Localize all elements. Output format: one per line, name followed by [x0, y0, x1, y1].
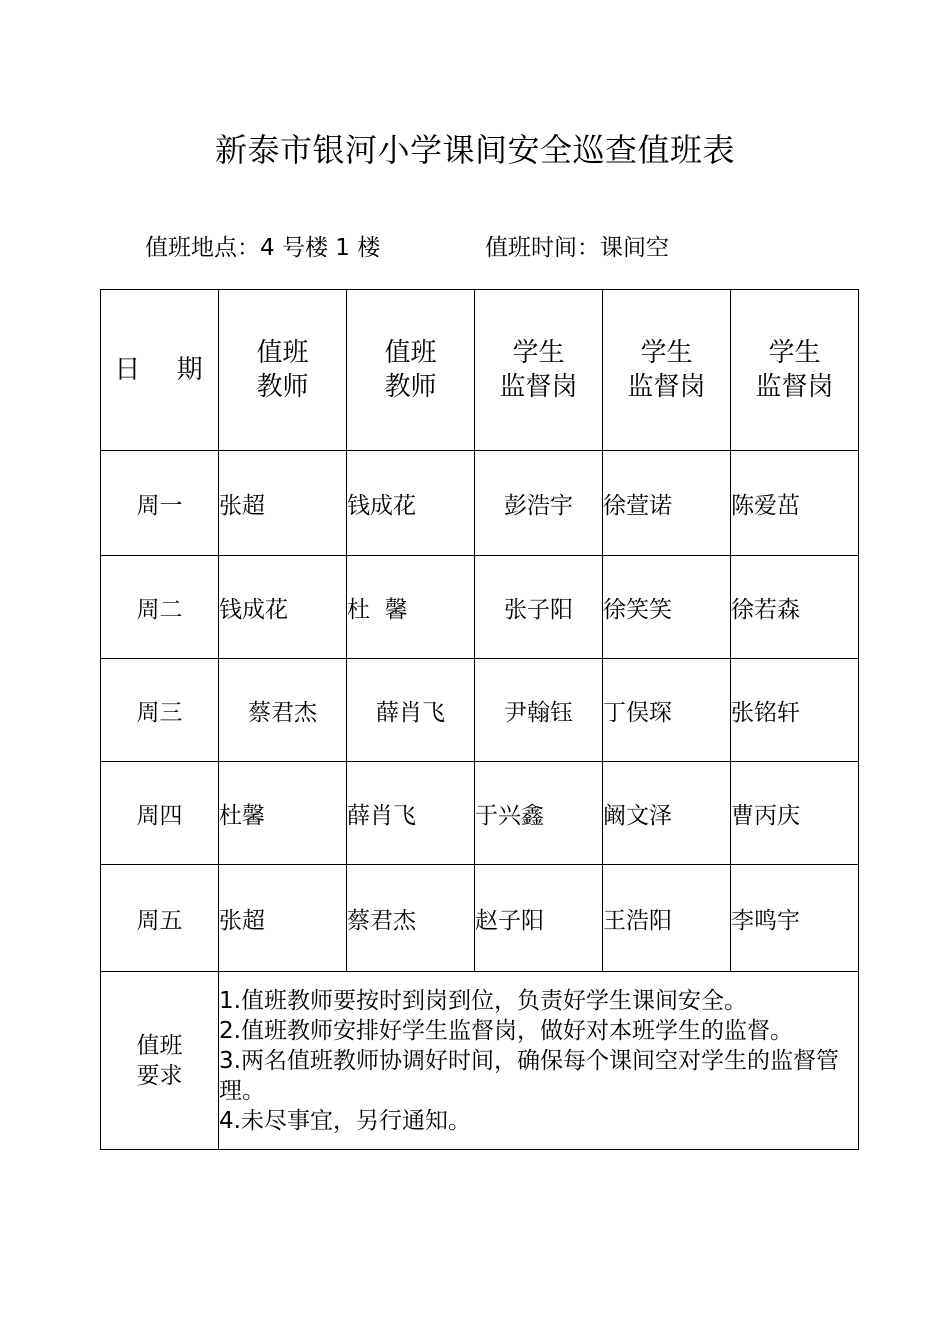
requirements-label: [101, 972, 219, 1150]
table-row: [101, 556, 859, 659]
teacher-cell: 钱成花: [219, 556, 347, 659]
header-line: 监督岗: [627, 372, 706, 402]
header-line: 教师: [256, 372, 309, 402]
student-cell: 张子阳: [475, 556, 603, 659]
page-title: 新泰市银河小学课间安全巡查值班表: [214, 131, 735, 169]
student-cell: 徐若森: [731, 556, 859, 659]
header-line: 值班: [256, 338, 309, 368]
day-cell: 周一: [101, 451, 219, 556]
header-teacher-2: [347, 290, 475, 451]
day-cell: 周四: [101, 762, 219, 865]
teacher-cell: 张超: [219, 865, 347, 972]
day-cell: 周三: [101, 659, 219, 762]
student-cell: 王浩阳: [603, 865, 731, 972]
teacher-cell: 薛肖飞: [347, 659, 475, 762]
table-row: [101, 659, 859, 762]
header-line: 监督岗: [499, 372, 578, 402]
header-line: 学生: [640, 338, 693, 368]
header-student-1: [475, 290, 603, 451]
student-cell: 赵子阳: [475, 865, 603, 972]
student-cell: 彭浩宇: [475, 451, 603, 556]
day-cell: 周二: [101, 556, 219, 659]
header-line: 学生: [768, 338, 821, 368]
requirement-item: 4.未尽事宜，另行通知。: [219, 1107, 471, 1134]
header-student-2: [603, 290, 731, 451]
header-date: 日 期: [101, 290, 219, 451]
student-cell: 阚文泽: [603, 762, 731, 865]
student-cell: 丁俣琛: [603, 659, 731, 762]
table-row: [101, 762, 859, 865]
table-header-row: [101, 290, 859, 451]
student-cell: 张铭轩: [731, 659, 859, 762]
teacher-cell: 蔡君杰: [219, 659, 347, 762]
teacher-cell: 钱成花: [347, 451, 475, 556]
requirements-label-line: 要求: [136, 1062, 183, 1089]
header-line: 学生: [512, 338, 565, 368]
table-row: [101, 451, 859, 556]
teacher-cell: 杜馨: [219, 762, 347, 865]
header-student-3: [731, 290, 859, 451]
student-cell: 徐笑笑: [603, 556, 731, 659]
student-cell: 曹丙庆: [731, 762, 859, 865]
duty-time: 值班时间：课间空: [485, 235, 669, 261]
student-cell: 徐萱诺: [603, 451, 731, 556]
header-line: 教师: [384, 372, 437, 402]
student-cell: 李鸣宇: [731, 865, 859, 972]
requirements-row: [101, 972, 859, 1150]
teacher-cell: 张超: [219, 451, 347, 556]
requirement-item: 2.值班教师安排好学生监督岗，做好对本班学生的监督。: [219, 1017, 793, 1044]
teacher-cell: 杜 馨: [347, 556, 475, 659]
student-cell: 尹翰钰: [475, 659, 603, 762]
header-line: 监督岗: [755, 372, 834, 402]
teacher-cell: 薛肖飞: [347, 762, 475, 865]
requirement-item: 3.两名值班教师协调好时间，确保每个课间空对学生的监督管理。: [219, 1047, 839, 1104]
duty-location: 值班地点：4 号楼 1 楼: [145, 235, 381, 261]
header-line: 值班: [384, 338, 437, 368]
requirements-label-line: 值班: [136, 1032, 183, 1059]
requirements-text: [219, 972, 859, 1150]
header-teacher-1: [219, 290, 347, 451]
day-cell: 周五: [101, 865, 219, 972]
student-cell: 于兴鑫: [475, 762, 603, 865]
teacher-cell: 蔡君杰: [347, 865, 475, 972]
student-cell: 陈爱茁: [731, 451, 859, 556]
table-row: [101, 865, 859, 972]
requirement-item: 1.值班教师要按时到岗到位，负责好学生课间安全。: [219, 987, 747, 1014]
duty-schedule-table: [100, 289, 859, 1150]
